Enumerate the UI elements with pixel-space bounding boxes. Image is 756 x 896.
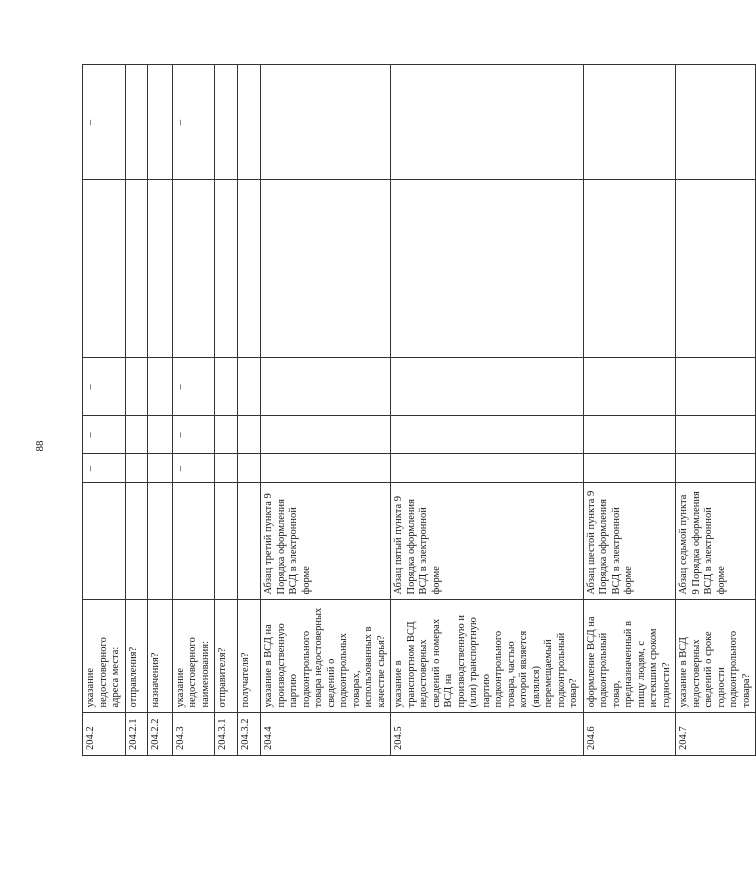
mark-cell-extra: [261, 65, 391, 180]
mark-cell-yes: [238, 454, 261, 483]
table-row: [83, 65, 126, 756]
basis-cell: Абзац шестой пункта 9 Порядка оформления ВСД в электронной форме: [583, 483, 676, 600]
mark-cell-comment: [172, 180, 215, 358]
question-cell: указание в транспортном ВСД недостоверных сведений о номерах ВСД на производственную и (или) транспортную партию подконтрольного товара, частью которой является (являлся) перемещаемый подконтрольный товар?: [391, 600, 584, 713]
basis-cell: [83, 483, 126, 600]
mark-cell-extra: –: [172, 65, 215, 180]
basis-cell: Абзац седьмой пункта 9 Порядка оформления ВСД в электронной форме: [676, 483, 756, 600]
mark-cell-yes: [125, 454, 147, 483]
mark-cell-comment: [215, 180, 238, 358]
question-cell: оформление ВСД на подконтрольный товар, предназначенный в пищу людям, с истекшим сроком годности?: [583, 600, 676, 713]
row-number: 204.3: [172, 713, 215, 756]
mark-cell-na: –: [172, 358, 215, 416]
mark-cell-no: [215, 416, 238, 454]
mark-cell-no: –: [83, 416, 126, 454]
mark-cell-comment: [261, 180, 391, 358]
basis-cell: [172, 483, 215, 600]
table-row: [147, 65, 172, 756]
mark-cell-comment: [583, 180, 676, 358]
mark-cell-comment: [391, 180, 584, 358]
mark-cell-na: [125, 358, 147, 416]
mark-cell-yes: [583, 454, 676, 483]
mark-cell-na: [391, 358, 584, 416]
question-cell: указание в ВСД на производственную партию подконтрольного товара недостоверных сведений о подконтрольных товарах, использованных в качестве сырья?: [261, 600, 391, 713]
basis-cell: [215, 483, 238, 600]
mark-cell-na: [261, 358, 391, 416]
mark-cell-comment: [676, 180, 756, 358]
table-row: [391, 65, 584, 756]
mark-cell-yes: [215, 454, 238, 483]
mark-cell-comment: [238, 180, 261, 358]
mark-cell-extra: [125, 65, 147, 180]
mark-cell-yes: [676, 454, 756, 483]
mark-cell-yes: [147, 454, 172, 483]
mark-cell-no: [391, 416, 584, 454]
mark-cell-extra: [238, 65, 261, 180]
mark-cell-extra: [147, 65, 172, 180]
checklist-table: [82, 65, 756, 757]
basis-cell: [238, 483, 261, 600]
basis-cell: Абзац третий пункта 9 Порядка оформления ВСД в электронной форме: [261, 483, 391, 600]
row-number: 204.2: [83, 713, 126, 756]
row-number: 204.5: [391, 713, 584, 756]
mark-cell-extra: [391, 65, 584, 180]
mark-cell-comment: [147, 180, 172, 358]
row-number: 204.6: [583, 713, 676, 756]
mark-cell-yes: [391, 454, 584, 483]
mark-cell-no: [583, 416, 676, 454]
mark-cell-na: [238, 358, 261, 416]
mark-cell-na: [676, 358, 756, 416]
row-number: 204.4: [261, 713, 391, 756]
table-row: [261, 65, 391, 756]
mark-cell-yes: –: [172, 454, 215, 483]
mark-cell-comment: [83, 180, 126, 358]
mark-cell-yes: [261, 454, 391, 483]
page-number: 88: [34, 440, 46, 452]
basis-cell: Абзац пятый пункта 9 Порядка оформления ВСД в электронной форме: [391, 483, 584, 600]
question-cell: указание недостоверного адреса места:: [83, 600, 126, 713]
mark-cell-na: –: [83, 358, 126, 416]
mark-cell-no: [261, 416, 391, 454]
mark-cell-no: [676, 416, 756, 454]
mark-cell-extra: –: [83, 65, 126, 180]
mark-cell-yes: –: [83, 454, 126, 483]
question-cell: отправления?: [125, 600, 147, 713]
table-body: [83, 65, 756, 756]
mark-cell-extra: [676, 65, 756, 180]
mark-cell-extra: [583, 65, 676, 180]
row-number: 204.3.1: [215, 713, 238, 756]
mark-cell-na: [215, 358, 238, 416]
row-number: 204.3.2: [238, 713, 261, 756]
table-row: [172, 65, 215, 756]
row-number: 204.2.1: [125, 713, 147, 756]
mark-cell-na: [583, 358, 676, 416]
mark-cell-extra: [215, 65, 238, 180]
table-row: [215, 65, 238, 756]
table-row: [125, 65, 147, 756]
question-cell: указание в ВСД недостоверных сведений о сроке годности подконтрольного товара?: [676, 600, 756, 713]
question-cell: указание недостоверного наименования:: [172, 600, 215, 713]
mark-cell-comment: [125, 180, 147, 358]
question-cell: отправителя?: [215, 600, 238, 713]
row-number: 204.2.2: [147, 713, 172, 756]
row-number: 204.7: [676, 713, 756, 756]
mark-cell-na: [147, 358, 172, 416]
basis-cell: [125, 483, 147, 600]
table-row: [238, 65, 261, 756]
basis-cell: [147, 483, 172, 600]
table-row: [676, 65, 756, 756]
table-row: [583, 65, 676, 756]
question-cell: назначения?: [147, 600, 172, 713]
mark-cell-no: –: [172, 416, 215, 454]
mark-cell-no: [238, 416, 261, 454]
mark-cell-no: [125, 416, 147, 454]
mark-cell-no: [147, 416, 172, 454]
question-cell: получателя?: [238, 600, 261, 713]
